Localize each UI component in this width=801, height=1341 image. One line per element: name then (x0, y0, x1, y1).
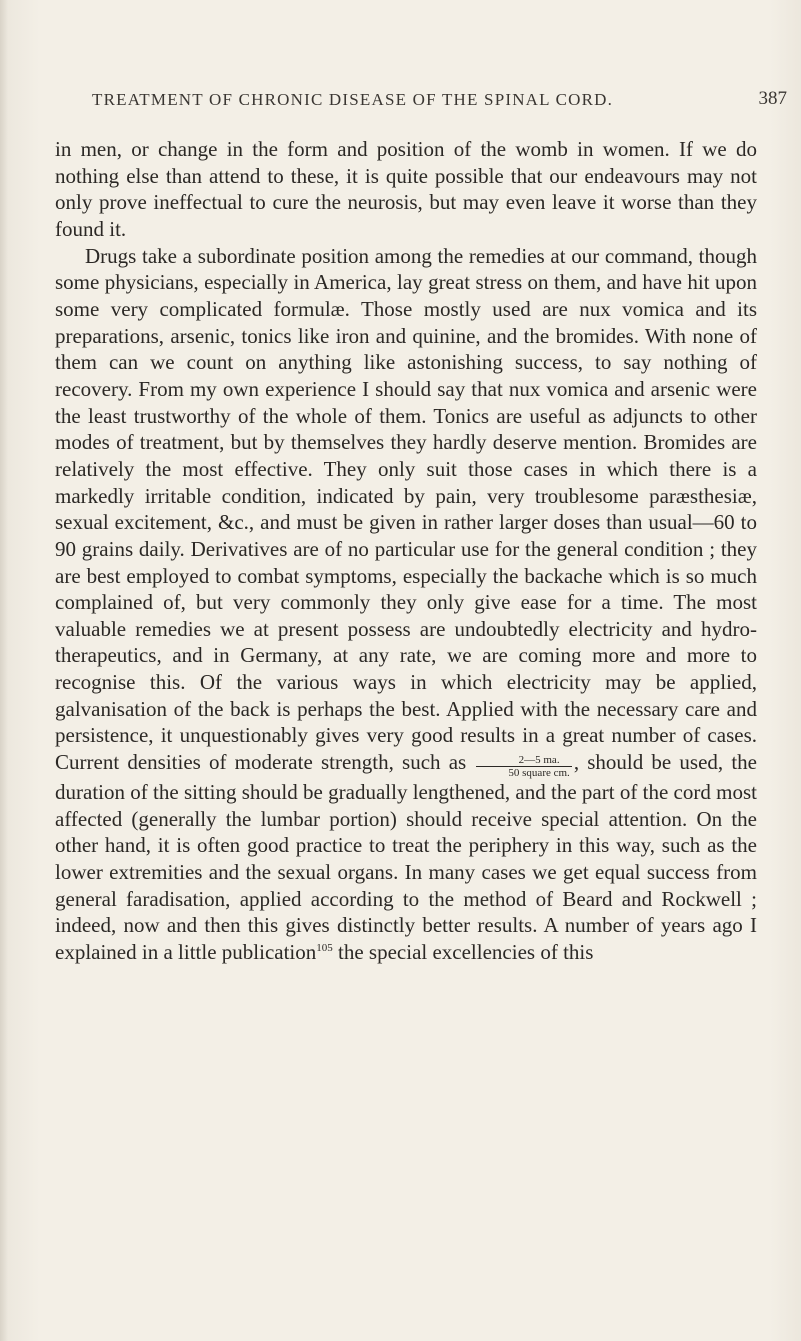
fraction-numerator: 2—5 ma. (476, 754, 571, 767)
running-header (92, 90, 787, 116)
fraction-denominator: 50 square cm. (508, 767, 570, 780)
paragraph-1: in men, or change in the form and position of the womb in women. If we do nothing else than attend to these, it is quite possible that our endeavours may not only prove ineffectual to cure the neurosis, but may even leave it worse than they found it. (55, 137, 757, 241)
paragraph-2 (55, 243, 757, 966)
running-title: TREATMENT OF CHRONIC DISEASE OF THE SPINAL CORD. (92, 90, 614, 109)
body-text (55, 136, 757, 966)
paragraph-2-text: Drugs take a subordinate position among the remedies at our command, though some physicians, especially in America, lay great stress on them, and have hit upon some very complicated formulæ. Those mostly used are nux vomica and its preparations, arsenic, tonics like iron and quinine, and the bromides. With none of them can we count on anything like astonishing success, to say nothing of recovery. From my own experience I should say that nux vomica and arsenic were the least trustworthy of the whole of them. Tonics are useful as adjuncts to other modes of treatment, but by themselves they hardly deserve mention. Bromides are relatively the most effective. They only suit those cases in which there is a markedly irritable condition, indicated by pain, very troublesome paræsthesiæ, sexual excitement, &c., and must be given in rather larger doses than usual—60 to 90 grains daily. Derivatives are of no particular use for the general condition ; they are best employed to combat symptoms, especially the backache which is so much complained of, but very commonly they only give ease for a time. The most valuable remedies we at present possess are undoubtedly electricity and hydro-therapeutics, and in Germany, at any rate, we are coming more and more to recognise this. Of the various ways in which electricity may be applied, galvanisation of the back is perhaps the best. Applied with the necessary care and persistence, it unquestionably gives very good results in a great number of cases. Current densities of moderate strength, such as (55, 243, 757, 775)
page-number: 387 (758, 88, 787, 109)
paragraph-2-continuation: , should be used, the duration of the sitting should be gradually lengthened, and the part of the cord most affected (generally the lumbar portion) should receive special attention. On the other hand, it is often good practice to treat the periphery in this way, such as the lower extremities and the sexual organs. In many cases we get equal success from general faradisation, applied according to the method of Beard and Rockwell ; indeed, now and then this gives distinctly better results. A number of years ago I explained in a little publication (55, 750, 757, 965)
paragraph-2-end: the special excellencies of this (332, 940, 594, 965)
footnote-reference: 105 (316, 942, 333, 955)
page-edge-shadow (0, 0, 8, 1341)
current-density-fraction (476, 754, 571, 779)
